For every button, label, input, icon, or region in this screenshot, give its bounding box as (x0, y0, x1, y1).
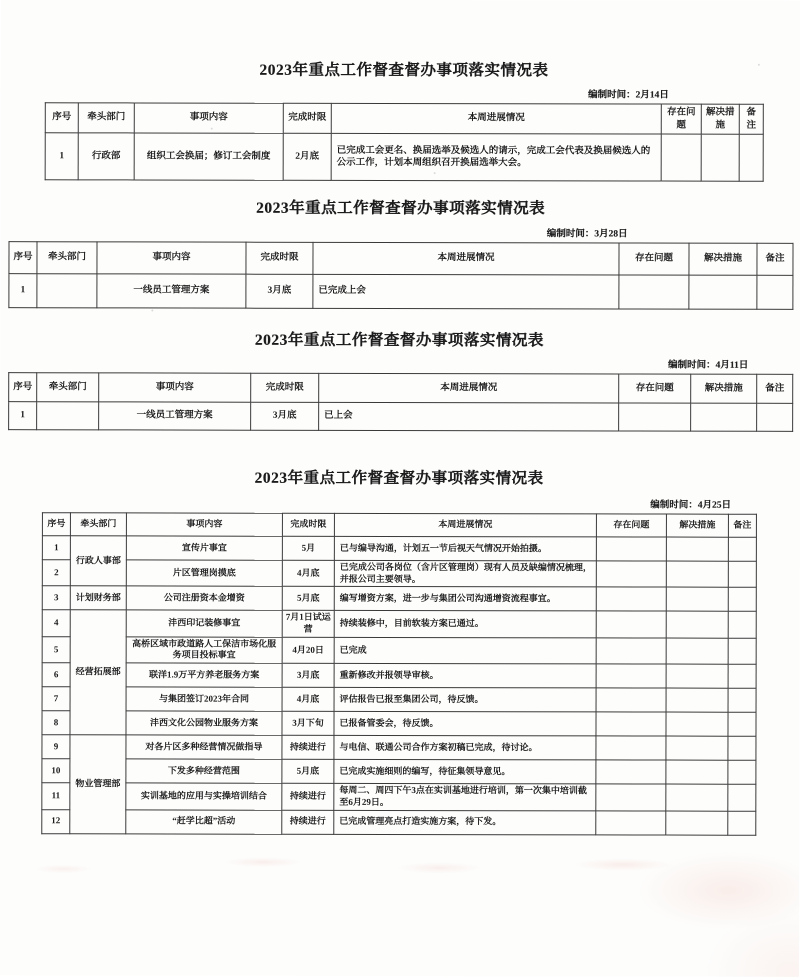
cell-deadline: 3月下旬 (282, 711, 334, 735)
table-row (42, 711, 756, 736)
cell-problem (596, 537, 666, 561)
cell-deadline: 7月1日试运营 (282, 611, 334, 637)
cell-problem (661, 134, 701, 181)
cell-remark (728, 612, 756, 638)
table-row (42, 663, 756, 688)
status-table-apr25 (41, 512, 757, 835)
cell-problem (596, 784, 666, 811)
cell-solution (666, 587, 728, 611)
column-header: 本周进展情况 (334, 513, 596, 537)
cell-solution (666, 712, 728, 736)
column-header: 解决措施 (691, 374, 757, 403)
cell-problem (619, 403, 691, 431)
header-row (9, 242, 793, 276)
cell-deadline: 4月20日 (282, 637, 334, 663)
cell-no: 4 (42, 610, 70, 636)
cell-no: 8 (42, 711, 70, 735)
cell-solution (666, 664, 728, 688)
table-row (42, 586, 756, 611)
cell-remark (728, 638, 756, 664)
cell-problem (596, 611, 666, 638)
column-header: 完成时限 (251, 373, 319, 402)
cell-solution (666, 760, 728, 784)
cell-remark (757, 403, 793, 431)
cell-dept: 经营拓展部 (70, 610, 126, 735)
table-row (42, 759, 756, 784)
page-title: 2023年重点工作督查督办事项落实情况表 (259, 61, 549, 80)
status-table-apr11 (8, 372, 793, 432)
cell-item: 对各片区多种经营情况做指导 (126, 735, 282, 759)
cell-deadline: 3月底 (246, 274, 313, 308)
header-row (9, 373, 793, 404)
cell-dept (37, 402, 99, 430)
cell-deadline: 5月底 (282, 587, 334, 611)
cell-progress: 已与编导沟通，计划五一节后视天气情况开始拍摄。 (334, 536, 596, 561)
cell-deadline: 2月底 (283, 133, 331, 180)
cell-deadline: 5月 (282, 536, 334, 560)
cell-no: 7 (42, 687, 70, 711)
page-title: 2023年重点工作督查督办事项落实情况表 (254, 469, 544, 488)
cell-item: 沣西印记装修事宜 (126, 610, 282, 637)
status-table-mar (8, 241, 793, 310)
cell-problem (596, 810, 666, 834)
cell-progress: 已上会 (319, 402, 619, 431)
status-table-feb (45, 102, 764, 182)
header-row (42, 513, 756, 537)
scan-stain (549, 845, 800, 977)
column-header: 解决措施 (689, 243, 757, 275)
column-header: 备注 (728, 514, 756, 537)
table-row (42, 809, 756, 834)
cell-no: 1 (9, 402, 37, 430)
cell-progress: 与电信、联通公司合作方案初稿已完成，待讨论。 (334, 735, 596, 760)
cell-no: 1 (42, 536, 70, 560)
column-header: 序号 (42, 513, 70, 536)
cell-deadline: 持续进行 (282, 735, 334, 759)
table-row (42, 637, 756, 665)
column-header: 解决措施 (701, 104, 739, 134)
table-row (42, 610, 756, 638)
column-header: 事项内容 (99, 373, 251, 402)
cell-problem (596, 736, 666, 760)
column-header: 本周进展情况 (319, 373, 619, 403)
column-header: 事项内容 (126, 513, 282, 536)
header-row (45, 103, 763, 135)
cell-solution (689, 275, 757, 309)
column-header: 事项内容 (134, 103, 283, 133)
cell-item: 片区管理岗摸底 (126, 560, 282, 587)
cell-no: 12 (42, 809, 70, 833)
cell-progress: 持续装修中，目前软装方案已通过。 (334, 611, 596, 638)
cell-item: 公司注册资本金增资 (126, 586, 282, 610)
column-header: 序号 (45, 103, 78, 133)
cell-solution (666, 688, 728, 712)
cell-item: 宣传片事宜 (126, 536, 282, 560)
cell-no: 11 (42, 783, 70, 809)
cell-progress: 已完成工会更名、换届选举及候选人的请示，完成工会代表及换届候选人的公示工作，计划本周组织召开换届选举大会。 (331, 133, 661, 181)
column-header: 备注 (739, 104, 763, 134)
column-header: 存在问题 (661, 104, 701, 134)
cell-deadline: 持续进行 (282, 783, 334, 809)
table-row (42, 536, 756, 561)
cell-dept (37, 274, 97, 308)
column-header: 存在问题 (619, 374, 691, 403)
compile-date: 编制时间：2月14日 (588, 90, 669, 101)
compile-date: 编制时间：4月11日 (668, 360, 749, 371)
cell-dept: 物业管理部 (70, 735, 126, 833)
report-section-2 (8, 195, 792, 310)
cell-deadline: 4月底 (282, 687, 334, 711)
column-header: 本周进展情况 (331, 103, 661, 134)
cell-no: 3 (42, 586, 70, 610)
cell-remark (728, 760, 756, 784)
cell-problem (596, 638, 666, 665)
cell-no: 10 (42, 759, 70, 783)
compile-date: 编制时间：4月25日 (650, 500, 731, 511)
page-title: 2023年重点工作督查督办事项落实情况表 (254, 331, 544, 350)
cell-remark (728, 664, 756, 688)
table-row (42, 560, 756, 588)
table-row (42, 687, 756, 712)
cell-item: 实训基地的应用与实操培训结合 (126, 783, 282, 810)
column-header: 解决措施 (666, 514, 728, 537)
cell-progress: 已完成上会 (313, 274, 619, 309)
cell-solution (666, 784, 728, 811)
cell-remark (728, 561, 756, 587)
cell-item: 沣西文化公园物业服务方案 (126, 711, 282, 735)
cell-solution (666, 537, 728, 561)
column-header: 完成时限 (246, 242, 313, 274)
column-header: 牵头部门 (70, 513, 126, 536)
table-row (42, 735, 756, 760)
column-header: 牵头部门 (37, 373, 99, 402)
cell-deadline: 3月底 (282, 663, 334, 687)
cell-solution (666, 611, 728, 638)
cell-dept: 计划财务部 (70, 586, 126, 610)
cell-item: 组织工会换届；修订工会制度 (134, 133, 283, 180)
cell-item: 一线员工管理方案 (99, 402, 251, 430)
cell-solution (666, 811, 728, 835)
cell-deadline: 5月底 (282, 759, 334, 783)
cell-progress: 已完成 (334, 637, 596, 664)
cell-remark (757, 275, 793, 309)
table-row (9, 402, 793, 432)
cell-progress: 编写增资方案，进一步与集团公司沟通增资流程事宜。 (334, 587, 596, 612)
cell-problem (619, 275, 689, 309)
cell-solution (666, 561, 728, 588)
cell-progress: 已完成公司各岗位（含片区管理岗）现有人员及缺编情况梳理，并报公司主要领导。 (334, 560, 596, 587)
cell-no: 1 (9, 274, 37, 308)
cell-item: 下发多种经营范围 (126, 759, 282, 783)
scan-speck (151, 309, 153, 311)
cell-remark (728, 688, 756, 712)
cell-no: 2 (42, 560, 70, 586)
cell-remark (728, 712, 756, 736)
cell-deadline: 3月底 (251, 402, 319, 430)
cell-problem (596, 561, 666, 588)
cell-remark (728, 736, 756, 760)
cell-progress: 评估报告已报至集团公司，待反馈。 (334, 687, 596, 712)
cell-remark (728, 537, 756, 561)
cell-no: 9 (42, 735, 70, 759)
cell-progress: 已报备管委会，待反馈。 (334, 711, 596, 736)
cell-remark (739, 134, 763, 181)
cell-progress: 重新修改并报领导审核。 (334, 663, 596, 688)
cell-no: 6 (42, 663, 70, 687)
cell-problem (596, 688, 666, 712)
column-header: 本周进展情况 (313, 242, 619, 275)
cell-dept: 行政部 (78, 133, 134, 180)
cell-solution (666, 736, 728, 760)
column-header: 序号 (9, 242, 37, 274)
column-header: 完成时限 (282, 513, 334, 536)
report-section-4 (41, 465, 756, 835)
scan-stain (0, 847, 799, 885)
cell-item: 高桥区域市政道路人工保洁市场化服务项目投标事宜 (126, 637, 282, 664)
cell-problem (596, 712, 666, 736)
cell-no: 1 (45, 133, 78, 180)
column-header: 备注 (757, 374, 793, 403)
report-section-3 (8, 327, 790, 432)
cell-remark (728, 784, 756, 810)
cell-progress: 每周二、周四下午3点在实训基地进行培训，第一次集中培训截至6月29日。 (334, 783, 596, 810)
report-section-1 (45, 57, 763, 182)
cell-progress: 已完成管理亮点打造实施方案，待下发。 (334, 810, 596, 835)
table-row (9, 274, 793, 310)
column-header: 存在问题 (596, 514, 666, 537)
column-header: 序号 (9, 373, 37, 402)
cell-no: 5 (42, 637, 70, 663)
cell-problem (596, 760, 666, 784)
column-header: 牵头部门 (37, 242, 97, 274)
cell-deadline: 持续进行 (282, 810, 334, 834)
column-header: 事项内容 (97, 242, 246, 274)
column-header: 牵头部门 (78, 103, 134, 133)
cell-item: 与集团签订2023年合同 (126, 687, 282, 711)
cell-item: “赶学比超”活动 (126, 809, 282, 833)
cell-progress: 已完成实施细则的编写，待征集领导意见。 (334, 759, 596, 784)
cell-solution (691, 403, 757, 431)
table-row (42, 783, 756, 811)
cell-problem (596, 664, 666, 688)
cell-item: 一线员工管理方案 (97, 274, 246, 308)
compile-date: 编制时间：3月28日 (546, 229, 628, 240)
cell-item: 联洋1.9万平方养老服务方案 (126, 663, 282, 687)
cell-solution (666, 638, 728, 665)
cell-problem (596, 587, 666, 611)
cell-remark (728, 811, 756, 835)
column-header: 备注 (757, 243, 793, 275)
column-header: 存在问题 (619, 243, 689, 275)
page-title: 2023年重点工作督查督办事项落实情况表 (256, 199, 546, 218)
table-row (45, 133, 763, 182)
column-header: 完成时限 (283, 103, 331, 133)
cell-solution (701, 134, 739, 181)
cell-deadline: 4月底 (282, 560, 334, 586)
cell-remark (728, 588, 756, 612)
cell-dept: 行政人事部 (70, 536, 126, 586)
